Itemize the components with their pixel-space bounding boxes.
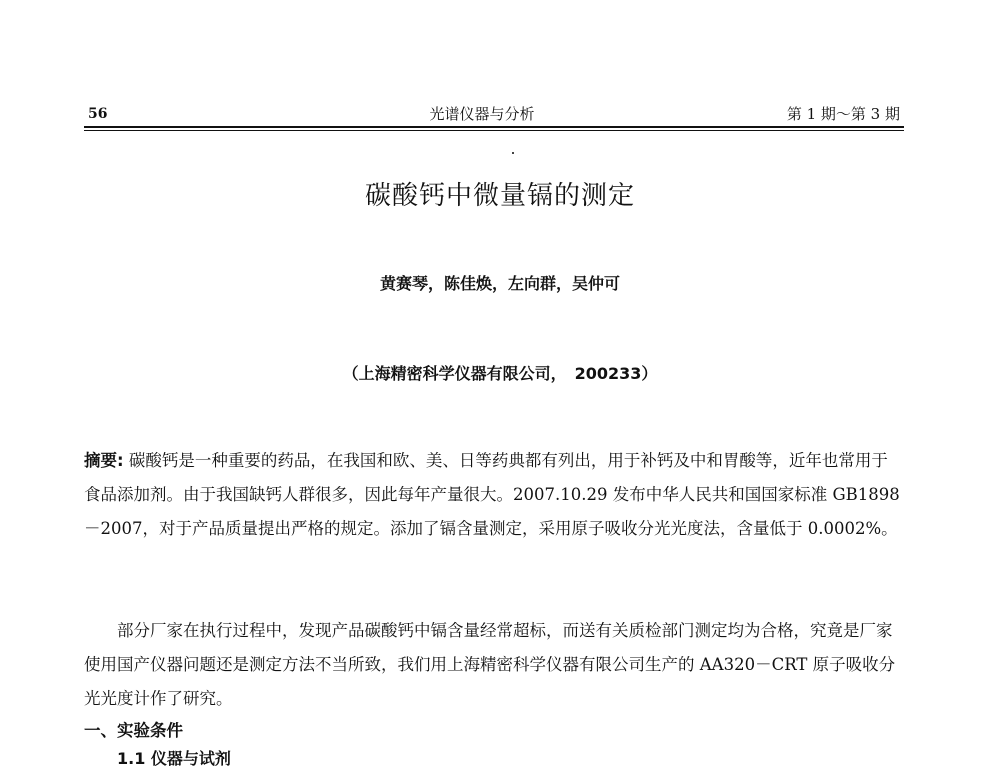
affiliation: （上海精密科学仪器有限公司， 200233） [342, 364, 658, 383]
article-title: 碳酸钙中微量镉的测定 [364, 181, 635, 211]
body-paragraph: 部分厂家在执行过程中，发现产品碳酸钙中镉含量经常超标，而送有关质检部门测定均为合格，究竟是厂家使用国产仪器问题还是测定方法不当所致，我们用上海精密科学仪器有限公司生产的 AA320－CRT 原子吸收分光光度计作了研究。 [84, 621, 896, 708]
journal-name: 光谱仪器与分析 [429, 105, 535, 123]
abstract-text: 碳酸钙是一种重要的药品，在我国和欧、美、日等药典都有列出，用于补钙及中和胃酸等，近年也常用于食品添加剂。由于我国缺钙人群很多，因此每年产量很大。2007.10.29 发布中华人民共和国国家标准 GB1898－2007，对于产品质量提出严格的规定。添加了镉含量测定，采用原子吸收分光光度法，含量低于 0.0002%。 [84, 451, 900, 538]
issue-label: 第 1 期～第 3 期 [786, 105, 900, 123]
header-rule [84, 126, 904, 128]
subsection-heading: 1.1 仪器与试剂 [117, 749, 231, 768]
section-heading: 一、实验条件 [84, 721, 183, 740]
abstract-label: 摘要: [84, 451, 124, 470]
abstract [84, 444, 902, 546]
header-rule-thin [84, 130, 904, 131]
page-number: 56 [88, 106, 108, 122]
authors: 黄赛琴，陈佳焕，左向群，吴仲可 [379, 274, 620, 293]
scan-speck [512, 152, 514, 154]
